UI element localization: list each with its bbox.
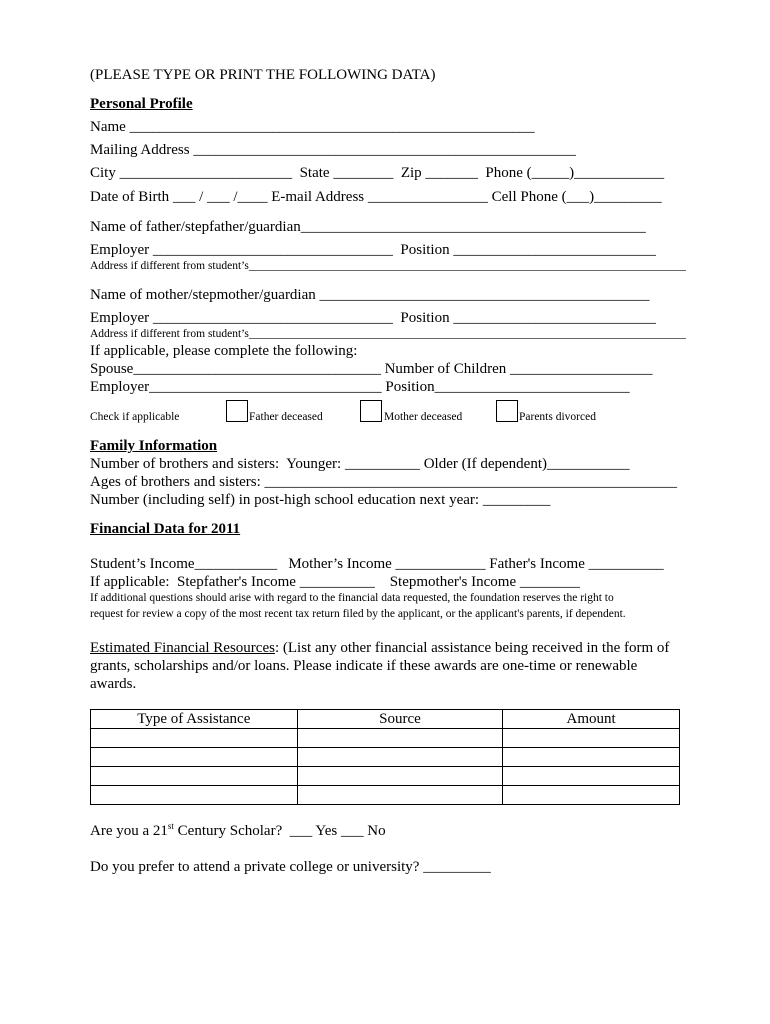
table-row[interactable] [91,729,680,748]
resources-label: Estimated Financial Resources [90,640,275,656]
father-address-field[interactable]: Address if different from student’s____________________________________________________________________________ [90,260,686,272]
mother-address-field[interactable]: Address if different from student’s____________________________________________________________________________ [90,328,686,340]
resources-paragraph-line-1 [90,641,669,656]
mailing-address-field[interactable]: Mailing Address ___________________________________________________ [90,142,576,158]
scholar-post: Century Scholar? ___ Yes ___ No [173,823,386,839]
parents-divorced-checkbox[interactable] [496,400,518,422]
dob-email-cell-field[interactable]: Date of Birth ___ / ___ /____ E-mail Address ________________ Cell Phone (___)_________ [90,189,662,205]
spouse-field[interactable]: Spouse_________________________________ Number of Children ___________________ [90,361,653,377]
city-state-zip-phone-field[interactable]: City _______________________ State ________ Zip _______ Phone (_____)____________ [90,165,665,181]
scholar-pre: Are you a 21 [90,823,168,839]
table-cell[interactable] [503,767,680,786]
table-header-row [91,710,680,729]
table-cell[interactable] [91,748,298,767]
siblings-count-field[interactable]: Number of brothers and sisters: Younger: __________ Older (If dependent)___________ [90,456,630,472]
table-cell[interactable] [91,786,298,805]
mother-deceased-label: Mother deceased [384,411,463,423]
resources-text-1: : (List any other financial assistance being received in the form of [274,640,670,656]
table-cell[interactable] [91,729,298,748]
spouse-employer-field[interactable]: Employer_______________________________ Position__________________________ [90,379,630,395]
step-income-fields[interactable]: If applicable: Stepfather's Income __________ Stepmother's Income ________ [90,574,580,590]
table-cell[interactable] [297,767,503,786]
financial-note-line-2: request for review a copy of the most recent tax return filed by the applicant, or the applicant's parents, if dependent. [90,608,626,620]
father-deceased-label: Father deceased [249,411,323,423]
resources-paragraph-line-3: awards. [90,676,137,692]
applicable-text: If applicable, please complete the following: [90,343,358,359]
source-header: Source [297,710,503,729]
income-fields[interactable]: Student’s Income___________ Mother’s Income ____________ Father's Income __________ [90,556,664,572]
siblings-ages-field[interactable]: Ages of brothers and sisters: _______________________________________________________ [90,474,678,490]
mother-name-field[interactable]: Name of mother/stepmother/guardian ____________________________________________ [90,287,650,303]
century-scholar-question[interactable] [90,821,386,839]
private-college-question[interactable]: Do you prefer to attend a private college or university? _________ [90,859,491,875]
form-header: (PLEASE TYPE OR PRINT THE FOLLOWING DATA) [90,67,436,83]
table-cell[interactable] [297,729,503,748]
resources-paragraph-line-2: grants, scholarships and/or loans. Please indicate if these awards are one-time or renewable [90,658,638,674]
father-employer-field[interactable]: Employer ________________________________ Position ___________________________ [90,242,656,258]
father-name-field[interactable]: Name of father/stepfather/guardian______________________________________________ [90,219,646,235]
table-cell[interactable] [503,786,680,805]
table-cell[interactable] [503,748,680,767]
father-deceased-checkbox[interactable] [226,400,248,422]
table-cell[interactable] [503,729,680,748]
check-if-applicable-label: Check if applicable [90,411,180,423]
amount-header: Amount [503,710,680,729]
table-row[interactable] [91,748,680,767]
table-cell[interactable] [297,786,503,805]
assistance-table [90,709,680,805]
parents-divorced-label: Parents divorced [519,411,596,423]
post-high-school-field[interactable]: Number (including self) in post-high school education next year: _________ [90,492,551,508]
table-cell[interactable] [91,767,298,786]
scholar-sup: st [167,821,174,831]
financial-note-line-1: If additional questions should arise with regard to the financial data requested, the foundation reserves the right to [90,592,614,604]
family-information-heading: Family Information [90,438,218,454]
table-row[interactable] [91,767,680,786]
name-field[interactable]: Name ______________________________________________________ [90,119,535,135]
table-cell[interactable] [297,748,503,767]
personal-profile-heading: Personal Profile [90,96,193,112]
mother-employer-field[interactable]: Employer ________________________________ Position ___________________________ [90,310,656,326]
type-of-assistance-header: Type of Assistance [91,710,298,729]
mother-deceased-checkbox[interactable] [360,400,382,422]
financial-data-heading: Financial Data for 2011 [90,521,241,537]
table-row[interactable] [91,786,680,805]
